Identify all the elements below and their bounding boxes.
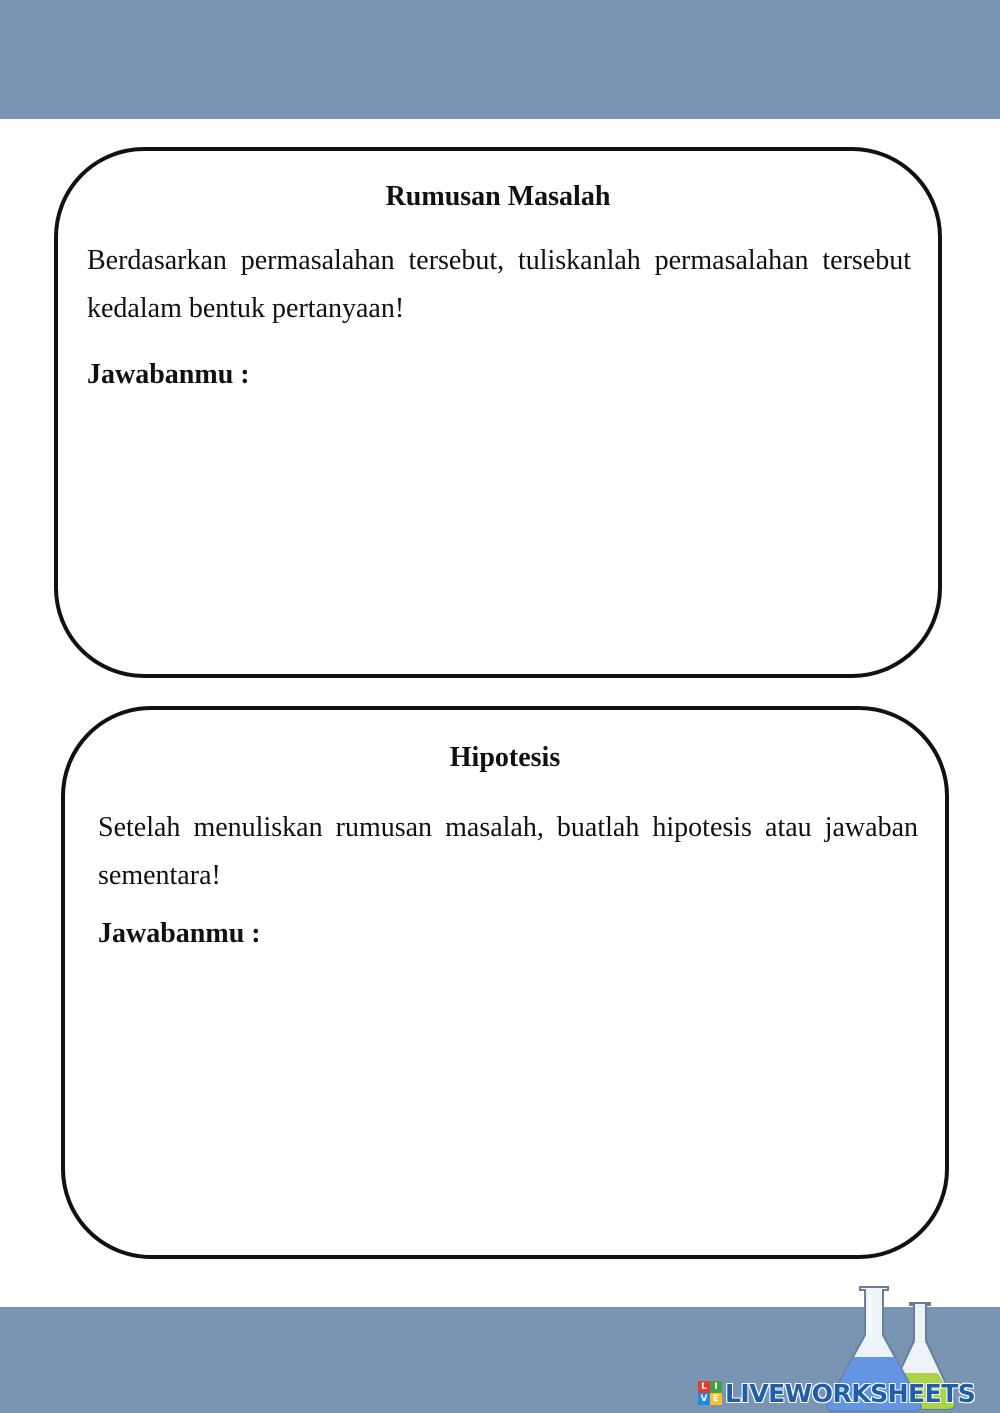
badge-letter: I [710, 1381, 722, 1393]
hipotesis-answer-label: Jawabanmu : [98, 918, 261, 949]
liveworksheets-logo [698, 1378, 975, 1408]
rumusan-masalah-title: Rumusan Masalah [385, 181, 611, 212]
hipotesis-answer-field[interactable] [98, 962, 922, 1196]
hipotesis-instruction: Setelah menuliskan rumusan masalah, buatlah hipotesis atau jawaban sementara! [98, 812, 918, 891]
rumusan-masalah-card [54, 147, 942, 678]
liveworksheets-badge [698, 1381, 722, 1405]
header-band [0, 0, 1000, 119]
hipotesis-title: Hipotesis [449, 742, 561, 773]
rumusan-masalah-answer-label: Jawabanmu : [87, 359, 250, 390]
badge-letter: E [710, 1393, 722, 1405]
rumusan-masalah-answer-field[interactable] [87, 403, 911, 617]
liveworksheets-wordmark: LIVEWORKSHEETS [725, 1378, 976, 1408]
rumusan-masalah-instruction: Berdasarkan permasalahan tersebut, tuliskanlah permasalahan tersebut kedalam bentuk pertanyaan! [87, 245, 911, 324]
badge-letter: V [698, 1393, 710, 1405]
hipotesis-card [61, 706, 949, 1259]
badge-letter: L [698, 1381, 710, 1393]
